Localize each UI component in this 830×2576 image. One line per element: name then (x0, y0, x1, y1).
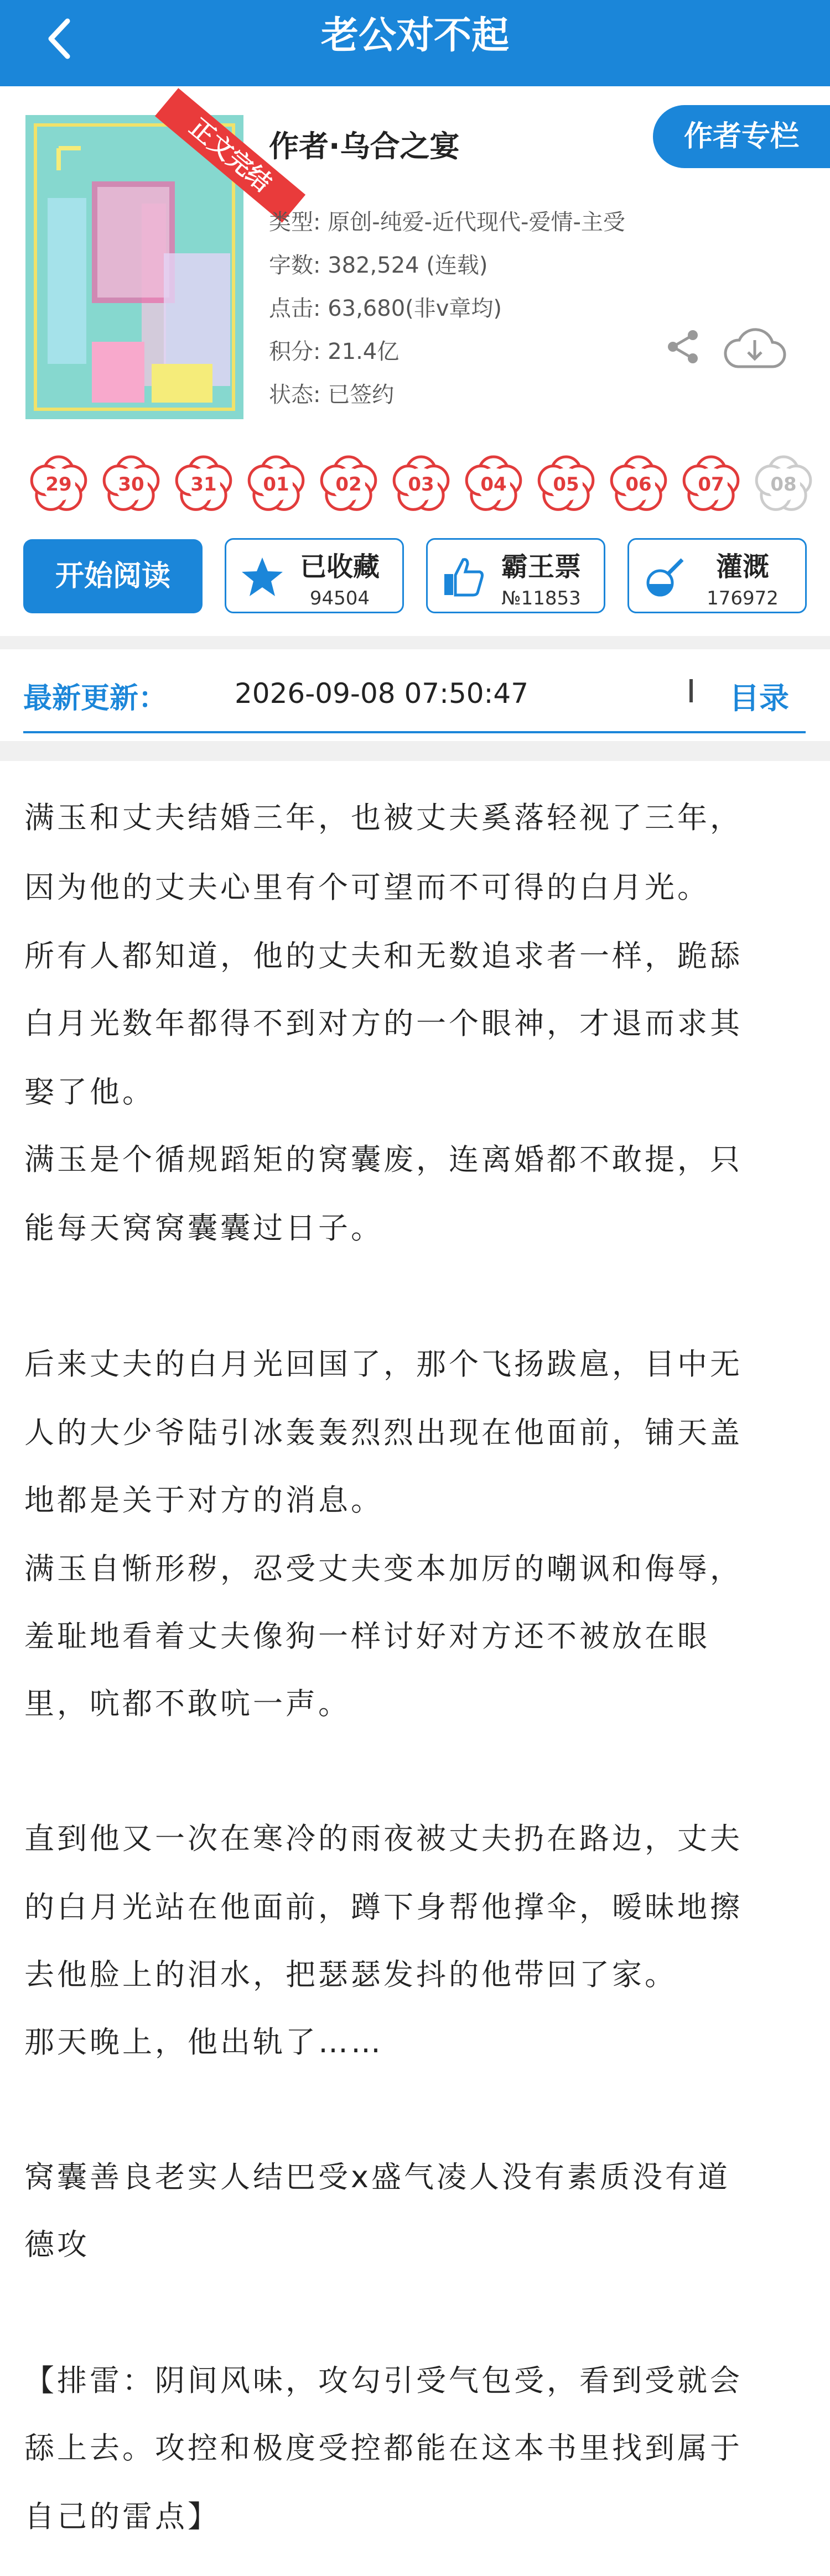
collect-button[interactable] (225, 538, 404, 613)
table-of-contents-link[interactable]: 目录 (729, 681, 789, 716)
flower-badge (391, 455, 451, 514)
star-icon (241, 555, 284, 598)
flower-badge (246, 455, 306, 514)
summary-line: 白月光数年都得不到对方的一个眼神，才退而求其 (24, 1006, 743, 1041)
book-score: 积分: 21.4亿 (269, 339, 400, 364)
summary-line: 的白月光站在他面前，蹲下身帮他撑伞，暧昧地擦 (24, 1890, 743, 1925)
flower-badge (754, 455, 813, 514)
summary-line: 所有人都知道，他的丈夫和无数追求者一样，跪舔 (24, 938, 743, 973)
flower-badge (319, 455, 378, 514)
summary-line: 德攻 (24, 2227, 90, 2262)
summary-line: 后来丈夫的白月光回国了，那个飞扬跋扈，目中无 (24, 1347, 743, 1381)
irrigate-count: 176972 (707, 587, 779, 609)
nutrient-bottle-icon (644, 555, 687, 598)
latest-update-label: 最新更新： (23, 682, 168, 715)
flower-badge (536, 455, 596, 514)
flower-badge (464, 455, 523, 514)
irrigate-label: 灌溉 (715, 551, 769, 582)
summary-line: 自己的雷点】 (24, 2499, 220, 2534)
summary-line: 满玉是个循规蹈矩的窝囊废，连离婚都不敢提，只 (24, 1142, 743, 1177)
book-clicks: 点击: 63,680(非v章均) (269, 296, 502, 321)
flower-badge-number: 29 (45, 473, 72, 496)
summary-line: 里，吭都不敢吭一声。 (24, 1686, 351, 1721)
divider (0, 636, 830, 649)
thumbs-up-icon (442, 555, 485, 598)
flower-badge-number: 02 (335, 473, 362, 496)
summary-line: 满玉和丈夫结婚三年，也被丈夫奚落轻视了三年， (24, 800, 743, 835)
author-name[interactable]: 作者·乌合之宴 (269, 129, 460, 164)
summary-line: 【排雷：阴间风味，攻勾引受气包受，看到受就会 (24, 2363, 743, 2398)
summary-line: 人的大少爷陆引冰轰轰烈烈出现在他面前，铺天盖 (24, 1415, 743, 1450)
start-reading-button[interactable]: 开始阅读 (23, 539, 203, 613)
flower-badge (609, 455, 668, 514)
book-genre: 类型: 原创-纯爱-近代现代-爱情-主受 (269, 210, 625, 235)
bawang-label: 霸王票 (501, 551, 581, 582)
summary-line: 能每天窝窝囊囊过日子。 (24, 1211, 383, 1245)
summary-line: 那天晚上，他出轨了…… (24, 2025, 383, 2059)
summary-line: 直到他又一次在寒冷的雨夜被丈夫扔在路边，丈夫 (24, 1821, 743, 1856)
flower-badge-number: 08 (770, 473, 797, 496)
flower-badge-number: 31 (190, 473, 217, 496)
share-icon[interactable] (664, 327, 703, 366)
summary-line: 因为他的丈夫心里有个可望而不可得的白月光。 (24, 870, 710, 905)
separator (689, 679, 693, 702)
flower-badge-number: 05 (553, 473, 579, 496)
collect-label: 已收藏 (299, 551, 380, 582)
divider-line (23, 731, 806, 733)
flower-badge-number: 06 (625, 473, 652, 496)
summary-line: 满玉自惭形秽，忍受丈夫变本加厉的嘲讽和侮辱， (24, 1551, 743, 1586)
flower-badge (681, 455, 741, 514)
flower-badge-number: 04 (480, 473, 507, 496)
summary-line: 地都是关于对方的消息。 (24, 1483, 383, 1518)
summary-line: 羞耻地看着丈夫像狗一样讨好对方还不被放在眼 (24, 1619, 710, 1654)
flower-badge-number: 01 (263, 473, 289, 496)
page-title: 老公对不起 (320, 14, 509, 58)
summary-line: 舔上去。攻控和极度受控都能在这本书里找到属于 (24, 2431, 743, 2465)
summary-line: 去他脸上的泪水，把瑟瑟发抖的他带回了家。 (24, 1957, 677, 1992)
latest-update-time: 2026-09-08 07:50:47 (235, 677, 529, 710)
divider (0, 741, 830, 761)
flower-badge-number: 07 (698, 473, 724, 496)
collect-count: 94504 (309, 587, 370, 609)
flower-badge-number: 30 (118, 473, 144, 496)
completed-ribbon: 正文完结 (155, 88, 305, 222)
author-column-button[interactable]: 作者专栏 (653, 105, 830, 168)
book-status: 状态: 已签约 (269, 382, 395, 408)
summary-line: 娶了他。 (24, 1075, 155, 1109)
summary-line: 窝囊善良老实人结巴受x盛气凌人没有素质没有道 (24, 2160, 730, 2194)
book-word-count: 字数: 382,524 (连载) (269, 253, 488, 278)
bawang-ticket-button[interactable] (426, 538, 605, 613)
bawang-count: №11853 (501, 587, 581, 609)
cloud-download-icon[interactable] (722, 324, 788, 373)
flower-badge (101, 455, 161, 514)
book-cover[interactable] (25, 113, 277, 419)
flower-badge-number: 03 (408, 473, 434, 496)
flower-badge (29, 455, 89, 514)
irrigate-button[interactable] (627, 538, 807, 613)
flower-badge (174, 455, 234, 514)
